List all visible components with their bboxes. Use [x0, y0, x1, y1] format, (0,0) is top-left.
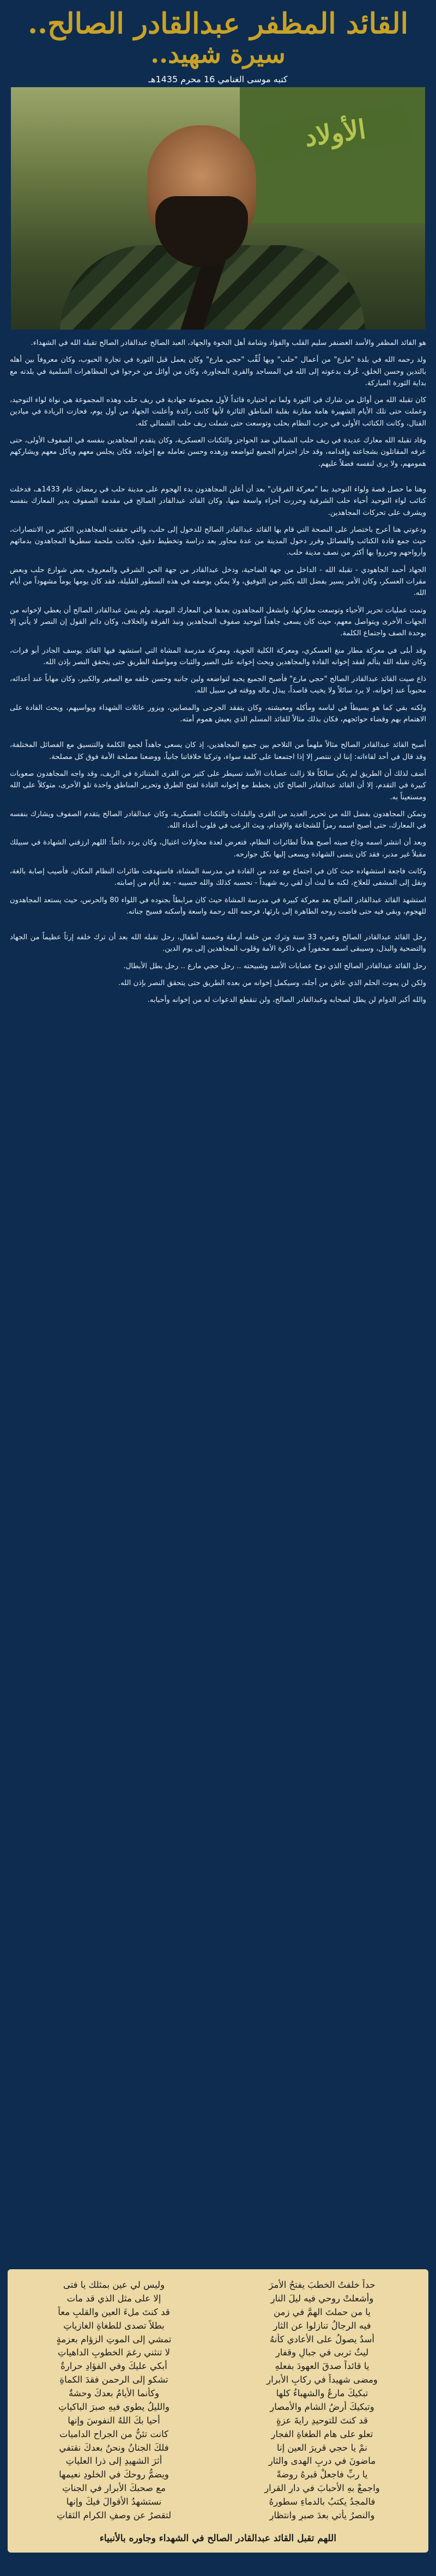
- article-paragraph: وكانت فاجعة استشهاده حيث كان في اجتماع مع عدد من القادة في مدرسة المشاة، فاستهدفت طائرات النظام المكان، فأصيب إصابة بالغة، ونقل إلى المشفى للعلاج، لكنه ما لبث أن لقي ربه شهيداً - نحسبه كذلك والله حسيبه - بعد أيام من إصابته.: [10, 867, 426, 888]
- article-paragraph: والله أكبر الدوام لن يظل لصحابه وعبدالقادر الصالح، ولن تنقطع الدعوات له من إخوانه وأحبابه.: [147, 996, 426, 1005]
- article-paragraph: هو القائد المظفر والأسد الغضنفر سليم القلب والفؤاد وشامة أهل النخوة والجهاد، العبد الصالح عبدالقادر الصالح تقبله الله في الشهداء.: [31, 339, 426, 347]
- poem-line: تعلو على هامِ الطغاةِ الفجارِ: [271, 2428, 373, 2439]
- article-paragraph: ودعوتي هنا أعرج باختصار على النصحة التي قام بها القائد عبدالقادر الصالح للدخول إلى حلب، والتي حققت المجاهدين الكثير من الانتصارات، حيث جمع قادة الكتائب والفصائل وقرر دخول المدينة من عدة محاور بعد دراسة وتخطيط دقيق، فكانت ملحمة سطرها المجاهدون بدمائهم وأرواحهم وحرروا بها أكثر من نصف مدينة حلب.: [10, 525, 426, 557]
- article-paragraph: كان تقبله الله من أوائل من شارك في الثورة ولما تم اختياره قائداً لأول مجموعة جهادية في ريف حلب وهذه المجموعة هي نواة لواء التوحيد، وعملت حتى تلك الأيام الشهيرة هامة مقارنة بقلبة المناطق الثائرة لأنها كانت رائدة وأعلنت الجهاد من أول يوم، فحازت الريادة في ميادين القتال، وكانت الكتائب الأولى في حرب النظام بحلب وتوسعت حتى شملت ريف حلب الشمالي كله.: [10, 396, 426, 428]
- article-paragraph: وقاد تقبله الله معارك عديدة في ريف حلب الشمالي ضد الحواجز والثكنات العسكرية، وكان يتقدم المجاهدين بنفسه في الصفوف الأولى، حتى عرفه المقاتلون بشجاعته وإقدامه، وقد حاز احترام الجميع لتواضعه وزهده وحسن تعامله مع إخوانه، فكان يجلس معهم ويأكل معهم ويشاركهم همومهم، ولا يرى لنفسه فضلاً عليهم.: [10, 436, 426, 468]
- poem-left-column: [17, 2279, 210, 2521]
- poem-line: لا تنثني رغمَ الخطوبِ الداهياتِ: [57, 2347, 171, 2358]
- poem-line: أثرَ الشهيدِ إلى ذرا العلياتِ: [65, 2456, 162, 2466]
- article-subtitle: سيرة شهيد..: [150, 39, 286, 69]
- poem-line: تبكيكَ مارعُ والشهباءُ كلها: [276, 2388, 368, 2398]
- poem-line: تمشي إلى الموتِ الزؤامِ بعزمةٍ: [56, 2334, 172, 2344]
- poem-line: إلا على مثل الذي قد مات: [66, 2293, 161, 2304]
- portrait-photo: [11, 87, 425, 330]
- poem-line: فلكَ الجنانُ ونحنُ بعدكَ نقتفي: [59, 2442, 169, 2453]
- poem-line: وليس لي عين بمثلك يا فتى: [63, 2280, 165, 2290]
- poem-line: أسدٌ يصولُ على الأعادي كأنهُ: [270, 2334, 374, 2344]
- poem-line: نمْ يا حجي قريرَ العينِ إنا: [276, 2442, 368, 2453]
- article-header: [0, 0, 436, 87]
- poem-line: ويضمُّ روحكَ في الخلودِ نعيمها: [59, 2469, 169, 2480]
- article-paragraph: رحل القائد عبدالقادر الصالح الذي دوخ عصابات الأسد وشبيحته .. رحل حجي مارع .. رحل بطل الأبطال.: [123, 962, 426, 970]
- article-paragraph: وهنا ما حصل قصة ولواء التوحيد بما "معركة الفرقان" بعد أن أعلن المجاهدون بدء الهجوم على مدينة حلب في رمضان عام 1433هـ، فدخلت كتائب لواء التوحيد أحياء حلب الشرقية وحررت أجزاء واسعة منها، وكان القائد عبدالقادر الصالح في مقدمة الصفوف يدير المعارك بنفسه ويشرف على تحركات المجاهدين.: [10, 485, 426, 517]
- poem-line: قد كنتَ للتوحيدِ رايةَ عزةٍ: [276, 2415, 368, 2426]
- article-paragraph: الجهاد أحمد الجاهودي - تقبله الله - الداخل من جهة الضاحية، ودخل عبدالقادر من جهة الحي الشرقي والمعروف بعض شوارع حلب وبعض مقرات العسكر، وكان الأمر يسير بفضل الله بكثير من التوفيق، ولا يمكن بوصفه في هذه السطور القليلة، فقد كان يومها يوماً مشهوداً من أيام الله.: [10, 566, 426, 598]
- photo-sign-text: الأولاد: [259, 105, 410, 163]
- article-paragraph: ولكنه بقي كما هو بسيطاً في لباسه ومأكله ومعيشته، وكان يتفقد الجرحى والمصابين، ويزور عائلات الشهداء ويواسيهم، ويحث القادة على الاهتمام بهم وقضاء حوائجهم، فكان بذلك مثالاً للقائد المسلم الذي يعيش هموم أمته.: [10, 703, 426, 724]
- poem-line: ليثٌ تربى في جبالٍ وقفارِ: [275, 2347, 369, 2358]
- poem-line: أبكي عليكَ وفي الفؤادِ حرارةٌ: [60, 2361, 167, 2372]
- article-paragraph: وقد أبلى في معركة مطار منغ العسكري، ومعركة الكلية الجوية، ومعركة مدرسة المشاة التي استشهد فيها القائد يوسف الجادر أبو فرات، وكان تقبله الله يتألم لفقد إخوانه القادة والمجاهدين ويحث إخوانه على الصبر والثبات ومواصلة الطريق حتى يتحقق النصر بإذن الله.: [10, 646, 426, 666]
- article-byline: كتبه موسى الغنامي 16 محرم 1435هـ: [148, 74, 288, 84]
- poem-grid: [17, 2279, 419, 2521]
- article-paragraph: وتمت عمليات تحرير الأحياء وتوسعت معاركها، وانشغل المجاهدون بعدها في المعارك اليومية، ولم ينسَ عبدالقادر الصالح أن يعطي لإخوانه من الجهات الأخرى ويتواصل معهم، حيث كان يسعى جاهداً لتوحيد صفوف المجاهدين ونبذ الفرقة والخلاف، وكان دائم القول إن النصر لا يأتي إلا بوحدة الصف واجتماع الكلمة.: [10, 606, 426, 638]
- poem-line: وكأنما الأيامُ بعدكَ وحشةٌ: [68, 2388, 160, 2398]
- poem-line: لتقصرُ عن وصفِ الكرامِ الثقاتِ: [56, 2510, 172, 2520]
- poem-line: حداً خلفتُ الخطبَ يفتحُ الأمرَ: [269, 2280, 376, 2290]
- poem-line: قد كنتَ ملءَ العينِ والقلبِ معاً: [58, 2306, 170, 2317]
- article-paragraph: ولكن لن يموت الحلم الذي عاش من أجله، وسيكمل إخوانه من بعده الطريق حتى يتحقق النصر بإذن الله.: [118, 979, 426, 988]
- poem-line: وأشعلتْ روحي فيه ليلَ النارِ: [270, 2293, 374, 2304]
- article-body: [0, 330, 436, 1006]
- poem-line: ومضى شهيداً في ركابِ الأبرارِ: [267, 2374, 378, 2385]
- poem-line: تشكو إلى الرحمنِ فقدَ الكماةِ: [59, 2374, 168, 2385]
- article-paragraph: ذاع صيت القائد عبدالقادر الصالح "حجي مارع" فأصبح الجميع يحبه لتواضعه ولين جانبه وحسن خلقه مع الصغير والكبير، وكان مهاباً عند أعدائه، محبوباً عند إخوانه، لا يرد سائلاً ولا يخيب قاصداً، يبذل ماله ووقته في سبيل الله.: [10, 675, 426, 695]
- poem-line: والنصرُ يأتي بعدَ صبرٍ وانتظارِ: [269, 2510, 375, 2520]
- poem-box: [8, 2269, 428, 2553]
- poem-line: فالمجدُ يكتبُ بالدماءِ سطورهُ: [269, 2496, 376, 2507]
- poem-footer: اللهم تقبل القائد عبدالقادر الصالح في الشهداء وجاوره بالأنبياء: [99, 2533, 337, 2544]
- article-paragraph: ولد رحمه الله في بلدة "مارع" من أعمال "حلب" وبها لُقِّب "حجي مارع" وكان يعمل قبل الثورة في تجارة الحبوب، وكان معروفاً بين أهله بالتدين وحسن الخلق، عُرف بدعوته إلى الله في المساجد والقرى المجاورة، وكان من أوائل من خرجوا في المظاهرات السلمية في بلدته مع بداية الثورة المباركة.: [10, 356, 426, 387]
- poem-line: كانت تئنُّ من الجراحِ الداميات: [59, 2428, 169, 2439]
- poem-line: بطلاً تصدى للطغاةِ الغازياتِ: [63, 2320, 165, 2331]
- poem-line: مع صحبكَ الأبرارِ في الجناتِ: [62, 2483, 166, 2494]
- poem-line: يا من حملتَ الهمَّ في زمنٍ: [274, 2306, 371, 2317]
- article-paragraph: رحل القائد عبدالقادر الصالح وعمره 33 سنة وترك من خلفه أرملة وخمسة أطفال، رحل تقبله الله بعد أن ترك خلفه إرثاً عظيماً من الجهاد والتضحية والبذل، وسيبقى اسمه محفوراً في ذاكرة الأمة وقلوب المجاهدين إلى يوم الدين.: [10, 933, 427, 953]
- poem-line: ماضونَ في دربِ الهدى والثارِ: [268, 2456, 376, 2466]
- poem-line: يا ربِّ فاجعلْ قبرهُ روضةً: [276, 2469, 368, 2480]
- article-paragraph: وبعد أن انتشر اسمه وذاع صيته أصبح هدفاً لطائرات النظام، فتعرض لعدة محاولات اغتيال، وكان يردد دائماً: اللهم ارزقني الشهادة في سبيلك مقبلاً غير مدبر، فقد كان يتمنى الشهادة ويسعى إليها بكل جوارحه.: [10, 839, 426, 859]
- article-paragraph: أضف لذلك أن الطريق لم يكن سالكاً فلا زالت عصابات الأسد تسيطر على كثير من القرى المتناثرة في الريف، وقد واجه المجاهدون صعوبات كبيرة في التقدم، إلا أن القائد عبدالقادر الصالح كان يخطط مع إخوانه القادة لفتح الطرق وتحرير المناطق واحدة تلو الأخرى، متوكلاً على الله ومستعيناً به.: [10, 769, 426, 801]
- article-paragraph: وتمكن المجاهدون بفضل الله من تحرير العديد من القرى والبلدات والثكنات العسكرية، وكان عبدالقادر الصالح يتقدم الصفوف ويشارك بنفسه في المعارك، حتى أصبح اسمه رمزاً للشجاعة والإقدام، وبث الرعب في قلوب أعداء الله.: [10, 810, 426, 830]
- poem-right-column: [226, 2279, 419, 2521]
- poem-line: يا قائداً صدقَ العهودَ بفعلهِ: [275, 2361, 370, 2372]
- poem-line: وتبكيكَ أرضُ الشامِ والأمصارِ: [270, 2401, 374, 2412]
- poem-line: واجمعْ بهِ الأحبابَ في دارِ القرارِ: [264, 2483, 380, 2494]
- poem-line: والليلُ يطوي فيهِ صبرَ الباكياتِ: [58, 2401, 169, 2412]
- poem-line: فيه الرجالُ تنازلوا عن الثارِ: [273, 2320, 371, 2331]
- article-title: القائد المظفر عبدالقادر الصالح..: [27, 7, 409, 40]
- poem-line: نستشهدُ الأقوالَ فيكَ وإنها: [66, 2496, 162, 2507]
- article-paragraph: استشهد القائد عبدالقادر الصالح بعد معركة كبيرة في مدرسة المشاة حيث كان مرابطاً بجنوده في اللواء 80 والحرس، حيث يستعد المجاهدون للهجوم، وبقي فيه حتى فاضت روحه الطاهرة إلى بارئها، فرحمه الله رحمة واسعة وأسكنه فسيح جناته.: [10, 896, 426, 916]
- article-paragraph: أصبح القائد عبدالقادر الصالح مثالاً ملهماً من التلاحم بين جميع المجاهدين، إذ كان يسعى جاهداً لجمع الكلمة والتنسيق مع الفصائل المختلفة، وقد قال في أحد لقاءاته: إننا لن ننتصر إلا إذا اجتمعنا على كلمة سواء، وتركنا خلافاتنا جانباً، ووضعنا مصلحة الأمة فوق كل مصلحة.: [10, 741, 426, 761]
- poem-line: أحيا بكَ اللهُ النفوسَ وإنها: [68, 2415, 160, 2426]
